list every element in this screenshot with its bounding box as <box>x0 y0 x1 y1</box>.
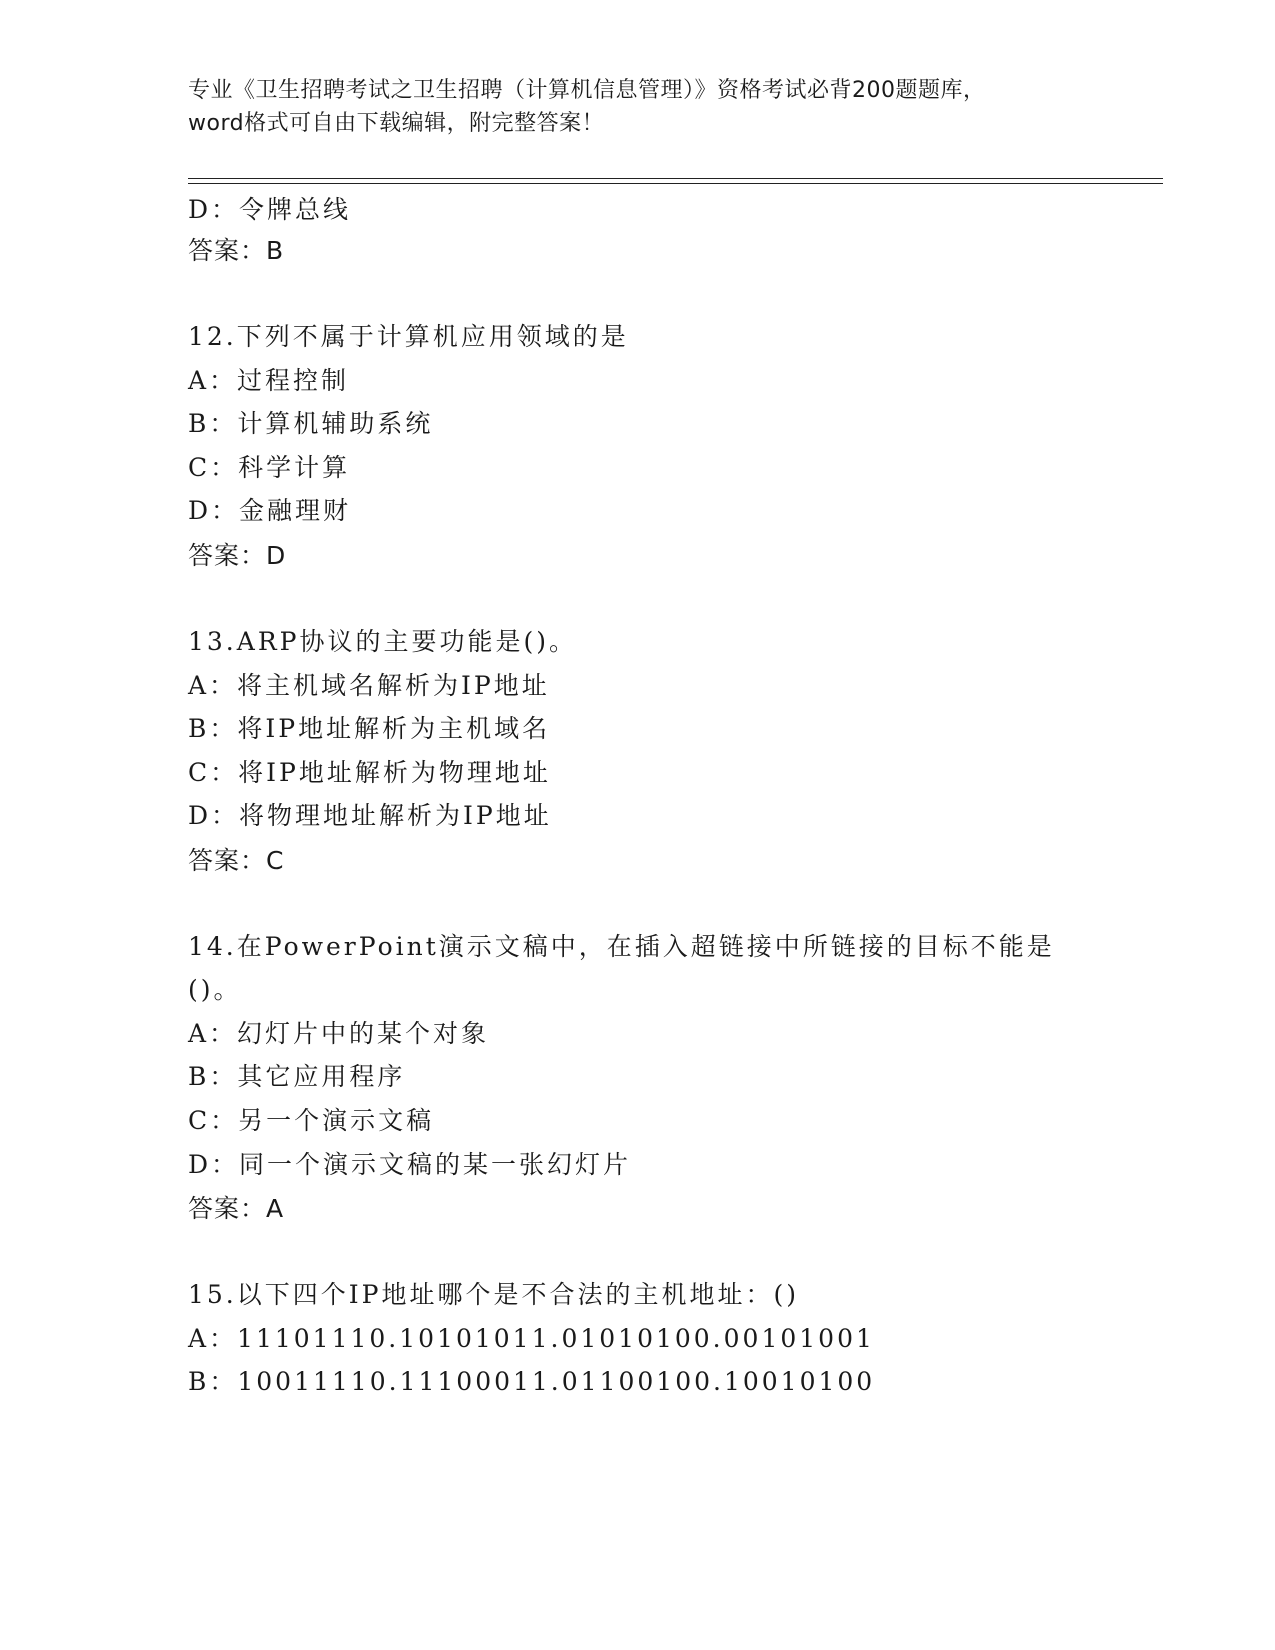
q12-option-b: B：计算机辅助系统 <box>188 409 434 438</box>
q14-option-a: A：幻灯片中的某个对象 <box>188 1019 490 1048</box>
q15-option-a: A：11101110.10101011.01010100.00101001 <box>188 1324 875 1353</box>
q14-stem-line-1: 14.在PowerPoint演示文稿中，在插入超链接中所链接的目标不能是 <box>188 932 1055 961</box>
q12-option-d: D：金融理财 <box>188 496 352 525</box>
header-line-1: 专业《卫生招聘考试之卫生招聘（计算机信息管理）》资格考试必背200题题库， <box>188 78 986 103</box>
q13-option-d: D：将物理地址解析为IP地址 <box>188 801 552 830</box>
q12-stem: 12.下列不属于计算机应用领域的是 <box>188 322 629 351</box>
q14-answer: 答案：A <box>188 1194 285 1223</box>
header-divider-bottom <box>188 183 1163 184</box>
q13-stem: 13.ARP协议的主要功能是()。 <box>188 627 577 656</box>
q11-answer: 答案：B <box>188 236 285 265</box>
header-divider-top <box>188 178 1163 179</box>
q13-option-c: C：将IP地址解析为物理地址 <box>188 758 551 787</box>
q14-stem-line-2: ()。 <box>188 975 242 1004</box>
q12-answer: 答案：D <box>188 541 287 570</box>
header-line-2: word格式可自由下载编辑，附完整答案！ <box>188 111 605 136</box>
q14-option-b: B：其它应用程序 <box>188 1062 406 1091</box>
q13-answer: 答案：C <box>188 846 285 875</box>
document-header <box>188 74 1088 140</box>
q11-option-d: D：令牌总线 <box>188 195 352 224</box>
q12-option-a: A：过程控制 <box>188 366 350 395</box>
q14-option-d: D：同一个演示文稿的某一张幻灯片 <box>188 1150 632 1179</box>
q12-option-c: C：科学计算 <box>188 453 351 482</box>
q13-option-b: B：将IP地址解析为主机域名 <box>188 714 551 743</box>
q15-option-b: B：10011110.11100011.01100100.10010100 <box>188 1367 876 1396</box>
q13-option-a: A：将主机域名解析为IP地址 <box>188 671 550 700</box>
q15-stem: 15.以下四个IP地址哪个是不合法的主机地址：() <box>188 1280 799 1309</box>
q14-option-c: C：另一个演示文稿 <box>188 1106 435 1135</box>
